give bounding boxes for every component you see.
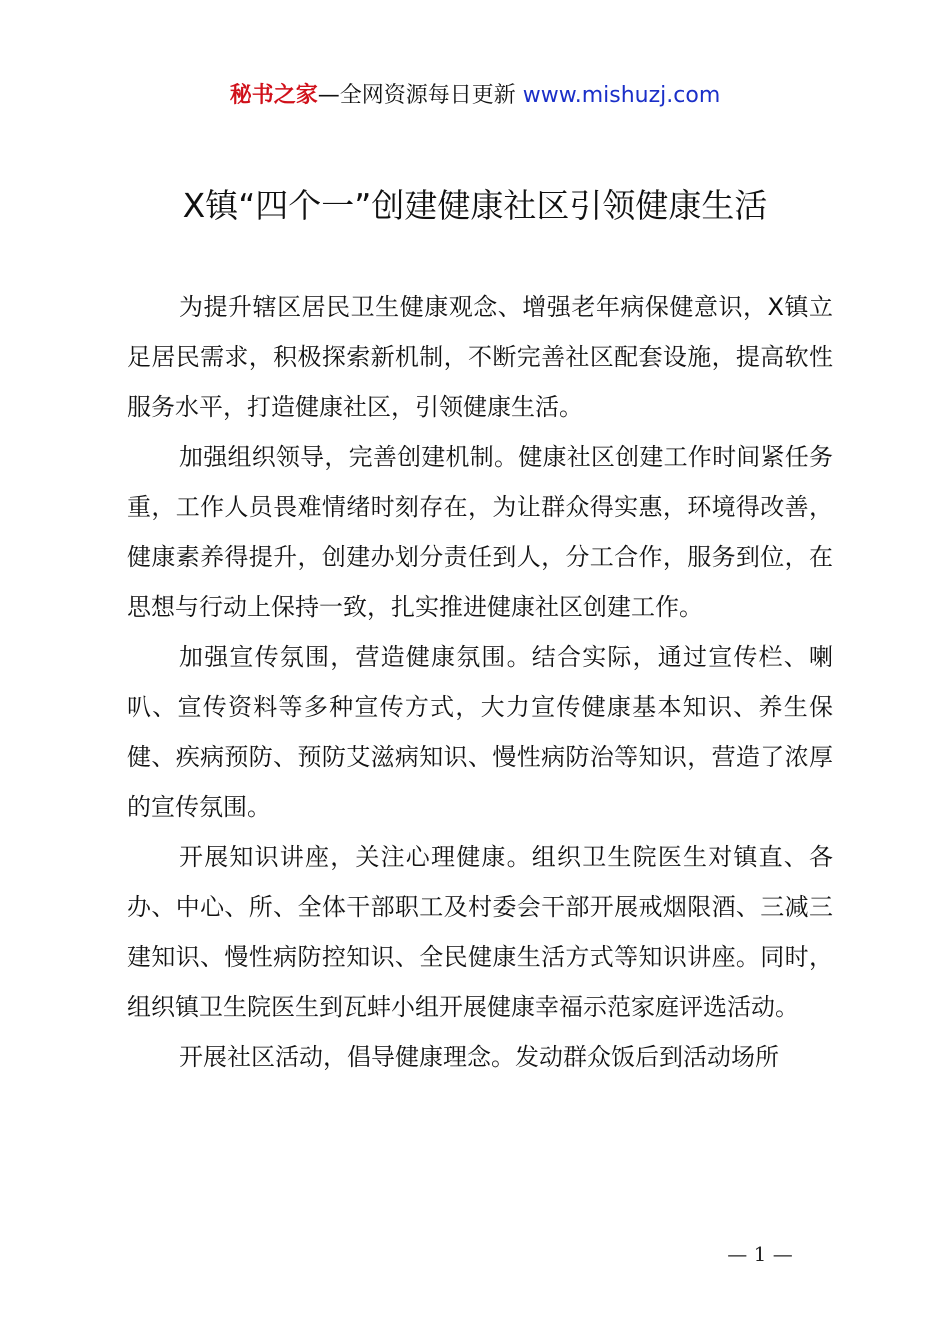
paragraph: 开展社区活动，倡导健康理念。发动群众饭后到活动场所 <box>179 1043 779 1071</box>
paragraph: 加强宣传氛围，营造健康氛围。结合实际，通过宣传栏、喇叭、宣传资料等多种宣传方式，大力宣传健康基本知识、养生保健、疾病预防、预防艾滋病知识、慢性病防治等知识，营造了浓厚的宣传氛围。 <box>127 643 833 821</box>
page-number: — 1 — <box>727 1242 793 1266</box>
site-brand: 秘书之家 <box>229 83 318 108</box>
paragraph: 为提升辖区居民卫生健康观念、增强老年病保健意识，X镇立足居民需求，积极探索新机制，不断完善社区配套设施，提高软性服务水平，打造健康社区，引领健康生活。 <box>127 293 833 421</box>
paragraph: 加强组织领导，完善创建机制。健康社区创建工作时间紧任务重，工作人员畏难情绪时刻存在，为让群众得实惠，环境得改善，健康素养得提升，创建办划分责任到人，分工合作，服务到位，在思想与行动上保持一致，扎实推进健康社区创建工作。 <box>127 443 833 621</box>
site-slogan: —全网资源每日更新 <box>317 83 516 108</box>
document-body <box>127 282 833 1082</box>
paragraph: 开展知识讲座，关注心理健康。组织卫生院医生对镇直、各办、中心、所、全体干部职工及村委会干部开展戒烟限酒、三减三建知识、慢性病防控知识、全民健康生活方式等知识讲座。同时，组织镇卫生院医生到瓦蚌小组开展健康幸福示范家庭评选活动。 <box>127 843 833 1021</box>
document-title: X镇“四个一”创建健康社区引领健康生活 <box>182 186 768 225</box>
site-header <box>0 80 950 112</box>
site-url-link[interactable]: www.mishuzj.com <box>522 83 721 108</box>
